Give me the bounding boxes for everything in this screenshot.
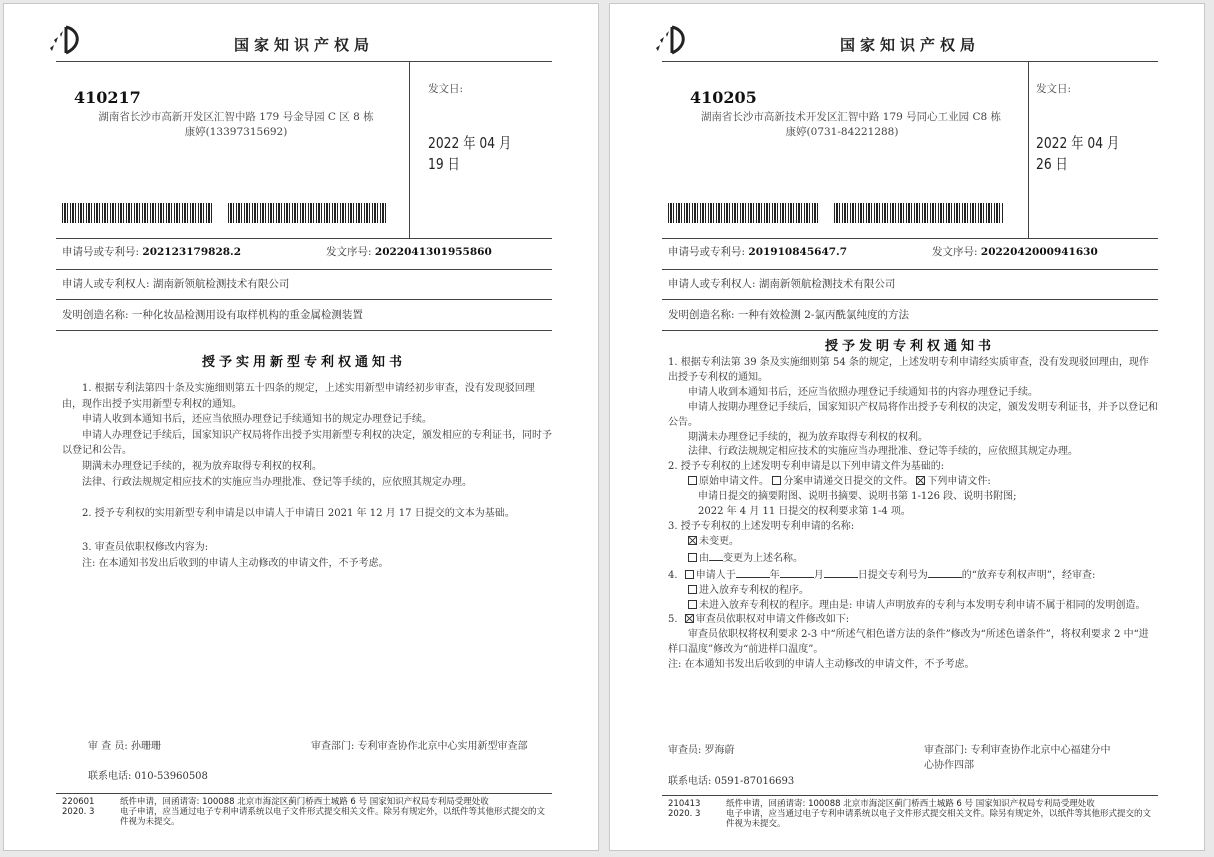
listed-docs-checkbox-checked [916,476,925,485]
issue-date: 2022 年 04 月 26 日 [1036,134,1120,173]
serial-number-label: 发文序号: [932,246,978,258]
original-docs-checkbox [688,476,697,485]
option-label: 未变更。 [699,535,739,547]
paragraph: 1. 根据专利法第四十条及实施细则第五十四条的规定，上述实用新型申请经初步审查，没有发现驳回理由，现作出授予实用新型专利权的通知。 [62,383,535,410]
name-option-changed [668,550,1158,567]
paragraph: 法律、行政法规规定相应技术的实施应当办理批准、登记等手续的，应依照其规定办理。 [82,476,472,488]
serial-number: 2022041301955860 [374,246,492,258]
footer-text [120,797,552,827]
form-code [668,799,700,819]
recipient-contact: 康婷(0731-84221288) [785,126,899,138]
option-label: 原始申请文件。 [699,476,769,488]
application-number-field [62,244,241,259]
date-column-divider [1028,61,1029,238]
unchanged-checkbox-checked [688,536,697,545]
recipient-contact: 康婷(13397315692) [184,126,288,138]
date-column-divider [409,61,410,238]
notice-body-basis [62,506,552,522]
form-code [62,797,94,817]
form-code-number: 210413 [668,799,701,809]
issue-date: 2022 年 04 月 19 日 [428,134,512,173]
row-divider [662,299,1158,300]
name-option-unchanged [668,535,1158,550]
notice-body [62,381,552,490]
text: 年 [769,569,780,581]
postal-code: 410205 [690,88,757,107]
text: 日提交专利号为 [857,569,928,581]
applicant-field [62,276,289,291]
option-label: 下列申请文件: [927,476,991,488]
text: 月 [813,569,824,581]
footer [62,797,552,829]
applicant-name: 湖南新领航检测技术有限公司 [758,278,896,290]
paragraph: 申请人收到本通知书后，还应当依照办理登记手续通知书的内容办理登记手续。 [688,386,1038,398]
barcode-2 [228,203,388,223]
paragraph: 期满未办理登记手续的，视为放弃取得专利权的权利。 [82,460,322,472]
barcode-1 [668,203,818,223]
barcode-2 [834,203,1004,223]
serial-number-label: 发文序号: [326,246,372,258]
invention-title: 一种有效检测 2-氯丙酰氯纯度的方法 [737,309,909,321]
row-divider [56,330,552,331]
footer-text [726,799,1158,829]
applicant-label: 申请人或专利权人: [668,278,756,290]
footer-line: 电子申请，应当通过电子专利申请系统以电子文件形式提交相关文件。除另有规定外，以纸件等其他形式提交的文件视为未提交。 [120,807,546,827]
application-number-label: 申请号或专利号: [62,246,140,258]
row-divider [56,299,552,300]
exam-department: 审查部门: 专利审查协作北京中心实用新型审查部 [311,741,528,752]
row-divider [56,269,552,270]
footer-divider [56,793,552,794]
paragraph: 3. 授予专利权的上述发明专利申请的名称: [668,520,855,532]
paragraph: 申请人收到本通知书后，还应当依照办理登记手续通知书的规定办理登记手续。 [82,414,432,426]
examiner: 审 查 员: 孙珊珊 [88,741,161,752]
notice-body-amendment [62,540,552,571]
notice-body [668,356,1158,673]
invention-grant-notice-page [609,3,1205,851]
postal-code: 410217 [74,88,141,107]
amendment-paragraph [668,613,1158,628]
option-label: 分案申请递交日提交的文件。 [783,476,914,488]
footer-line: 电子申请，应当通过电子专利申请系统以电子文件形式提交相关文件。除另有规定外，以纸件等其他形式提交的文件视为未提交。 [726,809,1152,829]
paragraph: 法律、行政法规规定相应技术的实施应当办理批准、登记等手续的，应依照其规定办理。 [688,446,1078,458]
row-divider [662,330,1158,331]
contact-phone: 联系电话: 010-53960508 [88,771,208,782]
option-label: 变更为上述名称。 [723,552,803,564]
waiver-option-not-enter [668,599,1158,614]
serial-number-field [932,244,1098,259]
applicant-name: 湖南新领航检测技术有限公司 [152,278,290,290]
invention-title-label: 发明创造名称: [668,309,735,321]
form-code-number: 220601 [62,797,95,807]
option-label: 由 [699,552,709,564]
waiver-paragraph [668,567,1158,584]
paragraph: 申请人办理登记手续后，国家知识产权局将作出授予实用新型专利权的决定，颁发相应的专利证书，同时予以登记和公告。 [62,429,552,457]
applicant-field [668,276,895,291]
form-code-version: 2020. 3 [62,807,95,817]
paragraph: 注: 在本通知书发出后收到的申请人主动修改的申请文件，不予考虑。 [82,557,389,569]
paragraph: 2. 授予专利权的实用新型专利申请是以申请人于申请日 2021 年 12 月 17 日提交的文本为基础。 [82,508,515,519]
paragraph: 审查员依职权将权利要求 2-3 中“所述气相色谱方法的条件”修改为“所述色谱条件”，将权利要求 2 中“进样口温度”修改为“前进样口温度”。 [668,629,1149,656]
footer [668,799,1158,831]
blank-field [736,567,770,578]
divisional-docs-checkbox [772,476,781,485]
paragraph: 2. 授予专利权的上述发明专利申请是以下列申请文件为基础的: [668,461,945,473]
option-label: 进入放弃专利权的程序。 [699,584,809,596]
blank-field [824,567,858,578]
item-number: 5. [668,614,678,626]
changed-checkbox [688,553,697,562]
paragraph: 3. 审查员依职权修改内容为: [82,542,209,553]
recipient-address: 湖南省长沙市高新技术开发区汇智中路 179 号同心工业园 C8 栋 [700,111,1002,123]
row-divider [662,269,1158,270]
examiner: 审查员: 罗海蔚 [668,745,735,756]
item-number: 4. [668,569,678,581]
waiver-checkbox [685,570,694,579]
invention-title: 一种化妆品检测用设有取样机构的重金属检测装置 [131,309,363,321]
paragraph: 申请日提交的摘要附图、说明书摘要、说明书第 1-126 段、说明书附图; [698,491,1017,503]
header-divider [662,61,1158,62]
exam-department-cont: 心协作四部 [924,760,974,771]
amendment-checkbox-checked [685,614,694,623]
text: 审查员依职权对申请文件修改如下: [695,614,850,626]
paragraph: 期满未办理登记手续的，视为放弃取得专利权的权利。 [688,431,928,443]
blank-field [780,567,814,578]
not-enter-waiver-checkbox [688,600,697,609]
application-number-field [668,244,847,259]
waiver-option-enter [668,584,1158,599]
barcode-1 [62,203,212,223]
enter-waiver-checkbox [688,585,697,594]
recipient-address: 湖南省长沙市高新开发区汇智中路 179 号金导园 C 区 8 栋 [98,111,374,123]
contact-phone: 联系电话: 0591-87016693 [668,776,795,787]
basis-options [668,475,1158,490]
footer-line: 纸件申请，回函请寄: 100088 北京市海淀区蓟门桥西土城路 6 号 国家知识产权局专利局受理处收 [726,799,1095,809]
footer-divider [662,795,1158,796]
application-number: 202123179828.2 [142,246,242,258]
issue-date-label: 发文日: [1036,83,1072,95]
text: 申请人于 [695,569,736,581]
paragraph: 1. 根据专利法第 39 条及实施细则第 54 条的规定，上述发明专利申请经实质审查，没有发现驳回理由，现作出授予专利权的通知。 [668,357,1149,383]
office-name: 国家知识产权局 [233,36,374,54]
office-name: 国家知识产权局 [839,36,980,54]
text: 的“放弃专利权声明”，经审查: [961,569,1096,581]
row-divider [662,238,1158,239]
paragraph: 申请人按期办理登记手续后，国家知识产权局将作出授予专利权的决定，颁发发明专利证书，并予以登记和公告。 [668,401,1158,428]
notice-title: 授予发明专利权通知书 [824,339,995,354]
form-code-version: 2020. 3 [668,809,701,819]
serial-number-field [326,244,492,259]
option-label: 未进入放弃专利权的程序。理由是: 申请人声明放弃的专利与本发明专利申请不属于相同的发明创造。 [699,599,1146,611]
header-divider [56,61,552,62]
blank-field [928,567,962,578]
blank-field [709,550,723,561]
applicant-label: 申请人或专利权人: [62,278,150,290]
invention-title-label: 发明创造名称: [62,309,129,321]
paragraph: 2022 年 4 月 11 日提交的权利要求第 1-4 项。 [698,506,911,518]
notice-title: 授予实用新型专利权通知书 [201,355,406,370]
paragraph: 注: 在本通知书发出后收到的申请人主动修改的申请文件，不予考虑。 [668,659,975,671]
invention-title-field [668,307,909,322]
serial-number: 2022042000941630 [980,246,1098,258]
exam-department: 审查部门: 专利审查协作北京中心福建分中 [924,745,1111,756]
application-number: 201910845647.7 [748,246,848,258]
footer-line: 纸件申请，回函请寄: 100088 北京市海淀区蓟门桥西土城路 6 号 国家知识产权局专利局受理处收 [120,797,489,807]
utility-model-grant-notice-page [3,3,599,851]
application-number-label: 申请号或专利号: [668,246,746,258]
row-divider [56,238,552,239]
invention-title-field [62,307,363,322]
issue-date-label: 发文日: [428,83,464,95]
